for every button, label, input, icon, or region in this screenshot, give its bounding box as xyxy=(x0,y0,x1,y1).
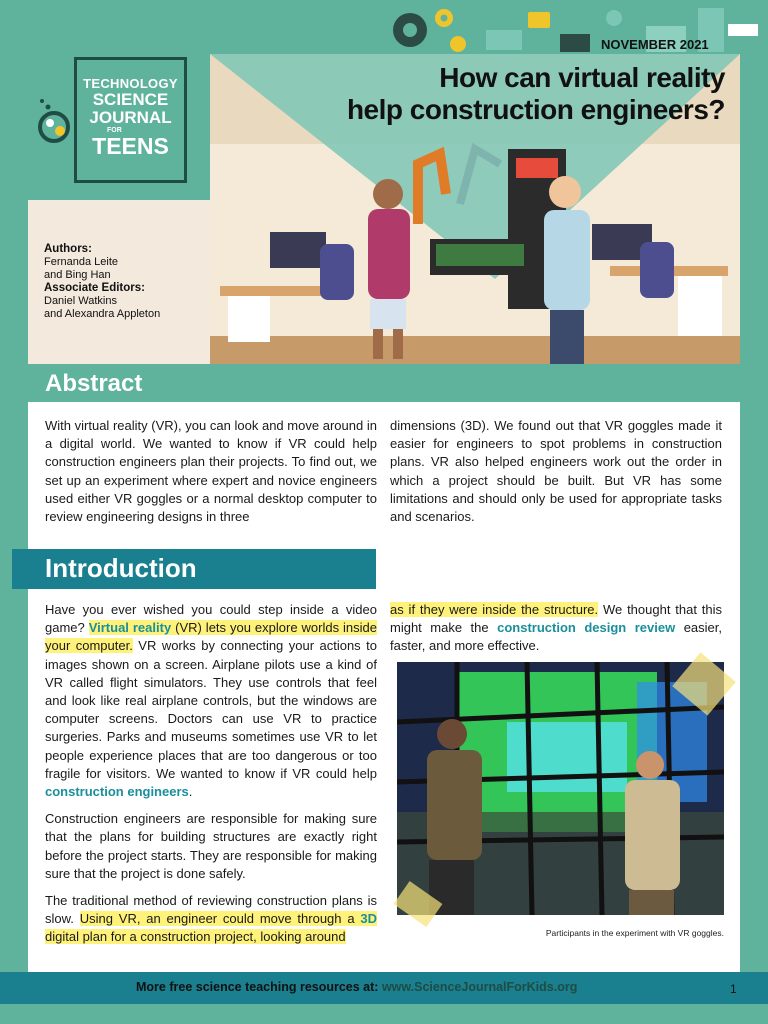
intro-paragraph xyxy=(390,601,722,656)
abstract-right-column: dimensions (3D). We found out that VR goggles made it easier for engineers to spot problems in construction plans. VR also helped engineers work out the order in which a project should be built. But VR has some limitations and should only be used for appropriate tasks and scenarios. xyxy=(390,418,722,525)
editor-line: and Alexandra Appleton xyxy=(44,308,161,320)
text-run: easier, faster, and more effective. xyxy=(390,620,722,654)
intro-paragraph: Construction engineers are responsible for making sure that the plans for building structures are exactly right before the project starts. They are responsible for making sure that the project is done safely. xyxy=(45,811,377,881)
text-run: The traditional method of reviewing construction plans is slow. xyxy=(45,893,377,927)
footer-link[interactable]: www.ScienceJournalForKids.org xyxy=(381,980,578,994)
experiment-photo xyxy=(397,662,724,915)
header-icons-decoration xyxy=(388,4,768,52)
glossary-term: construction engineers xyxy=(45,784,189,800)
author-line: and Bing Han xyxy=(44,269,111,281)
footer-label: More free science teaching resources at: xyxy=(136,980,382,994)
journal-logo xyxy=(74,57,187,183)
left-margin xyxy=(0,400,28,975)
editor-line: Daniel Watkins xyxy=(44,295,117,307)
introduction-left-column xyxy=(45,601,377,956)
author-line: Fernanda Leite xyxy=(44,256,118,268)
intro-paragraph xyxy=(45,601,377,801)
logo-line: TECHNOLOGY xyxy=(83,76,178,91)
text-run: Have you ever wished you could step inside a video game? xyxy=(45,602,377,636)
text-run: digital plan for a construction project, looking around xyxy=(45,929,346,945)
introduction-heading: Introduction xyxy=(45,553,197,583)
authors-block xyxy=(44,243,160,321)
envelope-icon xyxy=(486,30,522,50)
introduction-right-column xyxy=(390,601,722,665)
text-run: (VR) lets you explore worlds inside your computer. xyxy=(45,620,377,654)
bottom-strip xyxy=(0,1004,768,1024)
logo-line: JOURNAL xyxy=(89,108,172,127)
glossary-term: 3D xyxy=(360,911,378,927)
flask-gears-icon xyxy=(34,95,74,145)
monitor-icon xyxy=(560,34,590,52)
authors-label: Authors: xyxy=(44,243,92,255)
logo-for: FOR xyxy=(107,127,122,134)
abstract-left-column: With virtual reality (VR), you can look and move around in a digital world. We wanted to know if VR could help construction engineers plan their projects. To find out, we set up an experiment where expert and novice engineers used either VR goggles or a normal desktop computer to review engineering designs in three xyxy=(45,418,377,525)
chat-bubble-icon xyxy=(528,12,550,28)
logo-line: TEENS xyxy=(92,133,169,159)
text-run: VR works by connecting your actions to images shown on a screen. Airplane pilots use a kind of VR called flight simulators. They use controls that feel and look like real airplane controls, but the windows are computer screens. Doctors can use VR to practice surgeries. Parks and museums sometimes use VR to let people experience places that are too dangerous or too fragile for visitors. We wanted to know if VR could help xyxy=(45,638,377,781)
glossary-term: Virtual reality xyxy=(88,620,172,636)
highlight xyxy=(45,911,377,944)
logo-line: SCIENCE xyxy=(92,90,169,109)
gear-icon xyxy=(450,36,466,52)
text-run: Using VR, an engineer could move through a xyxy=(79,911,361,927)
gear-icon xyxy=(393,13,427,47)
abstract-heading: Abstract xyxy=(45,370,143,397)
intro-paragraph xyxy=(45,892,377,947)
footer-text xyxy=(136,980,577,994)
page-number: 1 xyxy=(730,982,737,996)
hand-icon xyxy=(728,24,758,36)
issue-date: NOVEMBER 2021 xyxy=(601,37,709,52)
photo-caption: Participants in the experiment with VR goggles. xyxy=(545,928,724,938)
highlight: as if they were inside the structure. xyxy=(390,602,599,617)
page-title xyxy=(330,62,725,126)
title-line: help construction engineers? xyxy=(346,94,725,125)
glossary-term: construction design review xyxy=(497,620,676,636)
title-line: How can virtual reality xyxy=(439,62,725,93)
network-icon xyxy=(606,10,622,26)
text-run: We thought that this might make the xyxy=(390,602,723,636)
right-margin xyxy=(740,400,768,975)
text-run: . xyxy=(188,784,193,800)
editors-label: Associate Editors: xyxy=(44,282,145,294)
gear-icon xyxy=(435,9,453,27)
